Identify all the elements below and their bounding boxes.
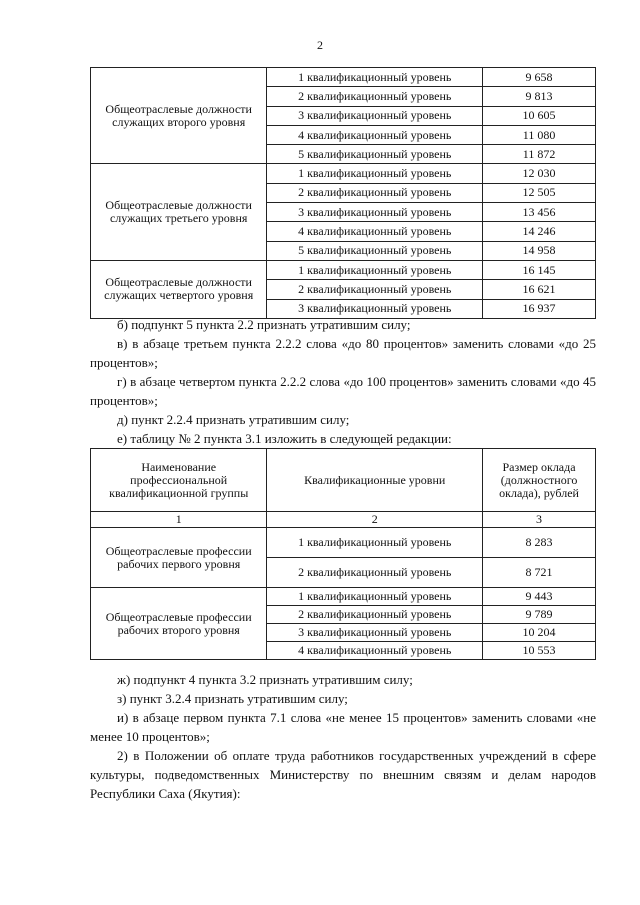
level-cell: 4 квалификационный уровень: [267, 125, 483, 144]
value-cell: 16 621: [483, 280, 596, 299]
value-cell: 13 456: [483, 203, 596, 222]
value-cell: 9 789: [483, 606, 596, 624]
value-cell: 10 204: [483, 624, 596, 642]
value-cell: 8 721: [483, 558, 596, 588]
paragraph: 2) в Положении об оплате труда работников государственных учреждений в сфере культуры, подведомственных Министерству по внешним связям и делам народов Республики Саха (Якутия):: [90, 748, 596, 801]
paragraph: ж) подпункт 4 пункта 3.2 признать утратившим силу;: [117, 672, 413, 687]
group-name-cell: Общеотраслевые должности служащих второго уровня: [91, 68, 267, 164]
level-cell: 4 квалификационный уровень: [267, 642, 483, 660]
level-cell: 2 квалификационный уровень: [267, 280, 483, 299]
value-cell: 11 080: [483, 125, 596, 144]
paragraph: д) пункт 2.2.4 признать утратившим силу;: [117, 412, 350, 427]
group-name-cell: Общеотраслевые профессии рабочих первого уровня: [91, 528, 267, 588]
value-cell: 11 872: [483, 145, 596, 164]
value-cell: 10 553: [483, 642, 596, 660]
salary-table-workers: [90, 448, 596, 660]
level-cell: 2 квалификационный уровень: [267, 558, 483, 588]
level-cell: 1 квалификационный уровень: [267, 588, 483, 606]
value-cell: 9 658: [483, 68, 596, 87]
value-cell: 9 813: [483, 87, 596, 106]
value-cell: 16 937: [483, 299, 596, 318]
level-cell: 4 квалификационный уровень: [267, 222, 483, 241]
paragraph: г) в абзаце четвертом пункта 2.2.2 слова «до 100 процентов» заменить словами «до 45 процентов»;: [90, 374, 596, 408]
paragraph: е) таблицу № 2 пункта 3.1 изложить в следующей редакции:: [117, 431, 452, 446]
value-cell: 14 958: [483, 241, 596, 260]
salary-table-employees: [90, 67, 596, 319]
value-cell: 10 605: [483, 106, 596, 125]
group-name-cell: Общеотраслевые должности служащих четвертого уровня: [91, 260, 267, 318]
header-group-name: Наименование профессиональной квалификационной группы: [91, 449, 267, 512]
paragraph: в) в абзаце третьем пункта 2.2.2 слова «до 80 процентов» заменить словами «до 25 процентов»;: [90, 336, 596, 370]
level-cell: 2 квалификационный уровень: [267, 87, 483, 106]
level-cell: 3 квалификационный уровень: [267, 624, 483, 642]
value-cell: 12 505: [483, 183, 596, 202]
paragraph: з) пункт 3.2.4 признать утратившим силу;: [117, 691, 348, 706]
column-number: 3: [483, 512, 596, 528]
value-cell: 14 246: [483, 222, 596, 241]
group-name-cell: Общеотраслевые должности служащих третьего уровня: [91, 164, 267, 260]
value-cell: 9 443: [483, 588, 596, 606]
page-number: 2: [317, 38, 323, 52]
value-cell: 8 283: [483, 528, 596, 558]
value-cell: 16 145: [483, 260, 596, 279]
group-name-cell: Общеотраслевые профессии рабочих второго уровня: [91, 588, 267, 660]
level-cell: 2 квалификационный уровень: [267, 606, 483, 624]
level-cell: 1 квалификационный уровень: [267, 260, 483, 279]
level-cell: 5 квалификационный уровень: [267, 145, 483, 164]
level-cell: 1 квалификационный уровень: [267, 164, 483, 183]
column-number: 1: [91, 512, 267, 528]
header-levels: Квалификационные уровни: [267, 449, 483, 512]
header-salary: Размер оклада (должностного оклада), рублей: [483, 449, 596, 512]
level-cell: 3 квалификационный уровень: [267, 203, 483, 222]
level-cell: 3 квалификационный уровень: [267, 106, 483, 125]
paragraph: б) подпункт 5 пункта 2.2 признать утратившим силу;: [117, 317, 411, 332]
value-cell: 12 030: [483, 164, 596, 183]
level-cell: 3 квалификационный уровень: [267, 299, 483, 318]
level-cell: 2 квалификационный уровень: [267, 183, 483, 202]
level-cell: 5 квалификационный уровень: [267, 241, 483, 260]
paragraph: и) в абзаце первом пункта 7.1 слова «не менее 15 процентов» заменить словами «не менее 10 процентов»;: [90, 710, 596, 744]
column-number: 2: [267, 512, 483, 528]
level-cell: 1 квалификационный уровень: [267, 68, 483, 87]
level-cell: 1 квалификационный уровень: [267, 528, 483, 558]
